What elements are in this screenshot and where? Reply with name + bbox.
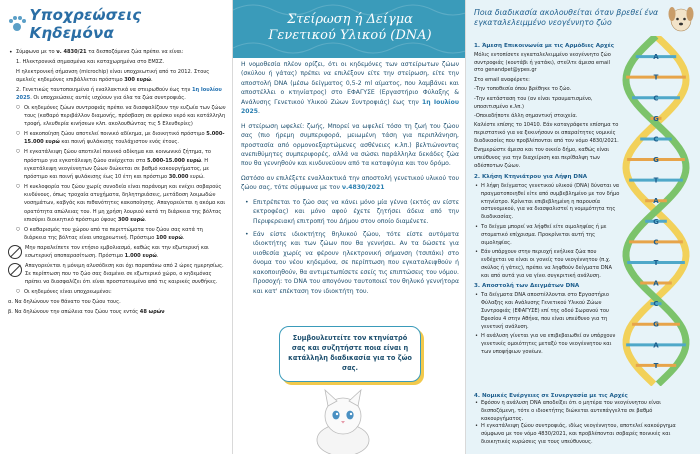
dna-helix-illustration (616, 36, 696, 386)
dna-strand-green (626, 36, 686, 384)
step-1-municipality: Ενημερώστε άμεσα και τον οικείο δήμο, καθώς είναι υπεύθυνος για την διαχείριση και περίθαλψη των αδέσποτων ζώων. (474, 147, 610, 170)
dna-base-letter: G (653, 114, 659, 123)
abuse-item: ○ Η κακοποίηση ζώου αποτελεί ποινικό αδίκημα, με διοικητικό πρόστιμο 5.000- 15.000 ευρώ και ποινή φυλάκισης τουλάχιστον ενός έτους. (8, 130, 226, 147)
step-1-mention: Στο email αναφέρετε: (474, 76, 530, 83)
step-1-other: -Οποιαδήποτε άλλη σημαντική στοιχεία. (474, 112, 578, 119)
step-3-heading: 3. Αποστολή των Δειγμάτων DNA (474, 283, 580, 290)
step-1-text: Μόλις εντοπίσετε εγκαταλελειμμένο νεογέννητο ζώο συντροφιάς (κουτάβι ή γατάκι), στείλτε άμεσα email στο genandpet@ypes.gr (474, 51, 611, 74)
left-header (8, 6, 226, 42)
cleaning-item: ○ Ο καθαρισμός του χώρου από τα περιττώματα του ζώου σας κατά τη διάρκεια της βόλτας είναι υποχρεωτική. Πρόστιμο 100 ευρώ. (8, 226, 226, 243)
law-line: • Σύμφωνα με το ν. 4830/21 τα δεσποζόμενα ζώα πρέπει να είναι: (8, 48, 226, 56)
obligation-2: 2. Γενετικώς ταυτοποιημένα ή εναλλακτικά να στειρωθούν έως την 1η Ιουλίου 2025. Οι υποχρεώσεις αυτές ισχύουν για όλα τα ζώα συντροφιάς. (16, 86, 222, 102)
step-3-item: • Η ανάλυση γίνεται για να επιβεβαιωθεί αν υπάρχουν γενετικές ομοιότητες μεταξύ του νεογέννητου και των υποψήφιων γονέων. (474, 333, 620, 357)
dna-base-letter: C (653, 135, 659, 144)
guardians-obligated: ○ Οι κηδεμόνες είναι υποχρεωμένοι: (8, 288, 226, 296)
vaccination-row (8, 244, 226, 262)
vet-callout: Συμβουλευτείτε τον κτηνίατρό σας και συζητήστε ποια είναι η κατάλληλη διαδικασία για το ζώο σας. (279, 326, 421, 382)
middle-banner (233, 0, 466, 58)
step-1-location: -Την τοποθεσία όπου βρέθηκε το ζώο. (474, 86, 572, 93)
step-4-item: • Εφόσον η ανάλυση DNA αποδείξει ότι ο μητέρα του νεογέννητου είναι δεσποζόμενη, τότε ο ιδιοκτήτης διώκεται αυτεπάγγελτα σε βαθμό κακουργήματος. (474, 400, 696, 423)
sterilization-paragraph: Η στείρωση ωφελεί: ζωής, Μπορεί να ωφελεί τόσο τη ζωή του ζώου σας (πιο ήρεμη συμπεριφορά, μειωμένη τάση για περιπλάνηση, προστασία από ορμονοεξαρτώμενες ασθένειες κ.λπ.) βελτιώνοντας ανεπιθύμητες συμπεριφορές, αλλά να σώσει παράλληλα δεκάδες ζώα που θα γεννηθούν και κινδυνεύουν από τα καταφύγια και τον δρόμο. (241, 122, 459, 168)
right-title: Ποια διαδικασία ακολουθείται όταν βρεθεί ένα εγκαταλελειμμένο νεογέννητο ζώο (474, 8, 659, 28)
ownership-rule: • Εάν είστε ιδιοκτήτης θηλυκού ζώου, τότε είστε αυτόματα ιδιοκτήτης και των ζώων που θα γεννήσει. Αν τα δώσετε για υιοθεσία χωρίς να φέρουν ηλεκτρονική σήμανση (τσιπάκι) στο όνομα του νέου κηδεμόνα, σε περίπτωση που εγκαταλειφθούν ή κακοποιηθούν, θα αντιμετωπίσετε εσείς τις επιπτώσεις του νόμου. Προσοχή: το DNA του απογόνου ταυτοποιεί τον θηλυκό γεννήτορα και κατ' επέκταση τον ιδιοκτήτη του. (241, 230, 459, 296)
alternative-paragraph: Ωστόσο αν επιλέξετε εναλλακτικά την αποστολή γενετικού υλικού του ζώου σας, τότε σύμφωνα με τον ν.4830/2021 (241, 174, 459, 192)
no-chain-icon (8, 263, 22, 277)
dna-base-letter: A (653, 53, 659, 62)
dna-base-letter: C (653, 300, 659, 309)
middle-panel (232, 0, 466, 454)
dna-base-letter: T (653, 258, 659, 267)
middle-body (241, 60, 459, 300)
right-body (474, 40, 620, 358)
chaining-row (8, 262, 226, 288)
left-body (8, 48, 226, 316)
loss-declaration: β. Να δηλώνουν την απώλεια του ζώου τους εντός 48 ωρών (8, 308, 165, 315)
dna-base-letter: G (653, 320, 659, 329)
right-panel (466, 0, 700, 454)
right-footer (474, 392, 696, 446)
step-1-heading: 1. Άμεση Επικοινωνία με τις Αρμόδιες Αρχές (474, 43, 615, 49)
step-4-heading: 4. Νομικές Ενέργειες σε Συνεργασία με τις Αρχές (474, 393, 628, 399)
cat-illustration (303, 388, 383, 454)
dna-base-letter: C (653, 238, 659, 247)
step-4-item: • Η εγκατάλειψη ζώου συντροφιάς, ιδίως νεογέννητου, αποτελεί κακούργημα σύμφωνα με τον νόμο 4830/2021, και προβλέπονται σοβαρές ποινικές και διοικητικές κυρώσεις για τους υπεύθυνους. (474, 423, 696, 446)
step-2-item: • Εάν υπάρχουν στην περιοχή ενήλικα ζώα που ενδέχεται να είναι οι γονείς του νεογέννητου (π.χ. σκύλος ή γάτες), πρέπει να ληφθούν δείγματα DNA και από αυτά για να γίνει συγκριτική ανάλυση. (474, 249, 620, 281)
dog-illustration (666, 2, 696, 34)
dna-base-letter: A (653, 197, 659, 206)
dna-base-letter: A (653, 279, 659, 288)
left-panel (0, 0, 232, 454)
dna-base-letter: A (653, 341, 659, 350)
dna-base-letter: G (653, 217, 659, 226)
no-syringe-icon (8, 245, 22, 259)
dna-base-letter: C (653, 94, 659, 103)
dna-base-letter: T (653, 176, 659, 185)
step-2-item: • Η λήψη δείγματος γενετικού υλικού (DNA) δύναται να πραγματοποιηθεί είτε από συμβεβλημένο με τον δήμο κτηνίατρο. Κρίνεται επιβεβλημένη η παρουσία αστυνομικού, για να διασφαλιστεί η νομιμότητα της διαδικασίας. (474, 183, 620, 222)
step-2-item: • Το δείγμα μπορεί να λήφθεί είτε αιμοληψίας ή με στοματικό επίχρισμα. Προκρίνεται αυτή της αιμοληψίας. (474, 224, 620, 248)
chaining-item: Απαγορεύεται η μόνιμη αλυσόδεση και όχι παραπάνω από 2 ώρες ημερησίως. Σε περίπτωση που το ζώο σας διαμένει σε εξωτερικό χώρο, ο κηδεμόνας πρέπει να διασφαλίζει ότι είναι προστατευμένο από τις καιρικές συνθήκες. (25, 262, 224, 286)
death-declaration: α. Να δηλώνουν τον θάνατο του ζώου τους. (8, 299, 121, 306)
step-1-call: Καλέστε επίσης το 10410. Εάν καταγράφετε επίσημα το περιστατικό για να ξεκινήσουν οι απαραίτητες νομικές διαδικασίες που προβλέπονται από τον νόμο 4830/2021. (474, 122, 619, 145)
step-1-condition: -Την κατάσταση του (αν είναι τραυματισμένο, υποσιτισμένο κ.λπ.) (474, 95, 593, 110)
abandonment-item: ○ Η εγκατάλειψη ζώου αποτελεί ποινικό αδίκημα και κοινωνικό ζήτημα, το πρόστιμο για εγκατάλειψη ζώου ανέρχεται στα 5.000-15.000 ευρώ. Η εγκατάλειψη νεογέννητων ζώων διώκεται σε βαθμό κακουργήματος, με πρόστιμο και ποινή φυλάκισης έως 10 έτη και πρόστιμο 30.000 ευρώ. (8, 148, 226, 181)
dna-base-letter: T (653, 361, 659, 370)
left-title: Υποχρεώσεις Κηδεμόνα (29, 6, 142, 42)
middle-title: Στείρωση ή Δείγμα Γενετικού Υλικού (DNA) (268, 12, 432, 44)
welfare-item: ○ Οι κηδεμόνες ζώων συντροφιάς πρέπει να διασφαλίζουν την ευζωία των ζώων τους (καθαρό περιβάλλον διαμονής, πρόσβαση σε φρέσκο νερό και κατάλληλη τροφή, ελευθερία κινήσεων κλπ. ακολουθώντας τις 5 Ελευθερίες) (8, 104, 226, 129)
litter-rule: • Επιτρέπεται το ζώο σας να κάνει μόνο μία γέννα (εκτός αν είστε εκτροφέας) και μόνο αφού έχετε ζητήσει άδεια από την Περιφερειακή επιτροπή του Δήμου στον οποίο διαμένετε. (241, 198, 459, 226)
leash-item: ○ Η κυκλοφορία του ζώου χωρίς συνοδεία είναι παράνομη και ενέχει σοβαρούς κινδύνους, όπως τροχαία ατυχήματα, δηλητηριάσεις, μετάδοση λοιμωδών νοσημάτων, καβγάς και πιθανότητες κακοποίησης. Απαγορεύεται η ακόμα και ορατότητα απώλειας του. Η μη χρήση λουριού κατά τη διάρκεια της βόλτας επισύρει διοικητικό πρόστιμο ύψους 300 ευρώ. (8, 183, 226, 224)
step-3-item: • Τα δείγματα DNA αποστέλλονται στο Εργαστήριο Φύλαξης και Ανάλυσης Γενετικού Υλικού Ζώων Συντροφιάς (ΕΦΑΓΥΣΕ) επί της οδού Σωρανού του Εφεσίου 4 στην Αθήνα, που είναι υπεύθυνο για τη γενετική ανάλυση. (474, 292, 620, 331)
obligation-1: 1. Ηλεκτρονικά σημασμένα και καταχωρημένα στο ΕΜΣΖ. (16, 58, 165, 65)
dna-base-letter: T (653, 73, 659, 82)
law-paragraph: Η νομοθεσία πλέον ορίζει, ότι οι κηδεμόνες των αστείρωτων ζώων (σκύλου ή γάτας) πρέπει να επιλέξουν είτε την στείρωση, είτε την αποστολή DNA (μέσω δείγματος 0,5-2 ml αίματος, που λαμβάνει και αποστέλλει ο κτηνίατρος) στο ΕΦΑΓΥΣΕ (Εργαστήριο Φύλαξης & Ανάλυσης Γενετικού Υλικού Ζώων Συντροφιάς) έως την 1η Ιουλίου 2025. (241, 61, 459, 116)
paw-icon (8, 16, 26, 32)
microchip-paragraph: Η ηλεκτρονική σήμανση (microchip) είναι υποχρεωτική από το 2012. Στους αμελείς κηδεμόνες επιβάλλεται πρόστιμο 300 ευρώ. (16, 68, 210, 83)
dna-base-letter: G (653, 156, 659, 165)
step-2-heading: 2. Κλήση Κτηνιάτρου για Λήψη DNA (474, 174, 588, 181)
vaccination-item: Μην παραλείπετε τον ετήσιο εμβολιασμό, καθώς και την εξωτερική και εσωτερική αποπαρασίτωση. Πρόστιμο 1.000 ευρώ. (25, 244, 209, 260)
